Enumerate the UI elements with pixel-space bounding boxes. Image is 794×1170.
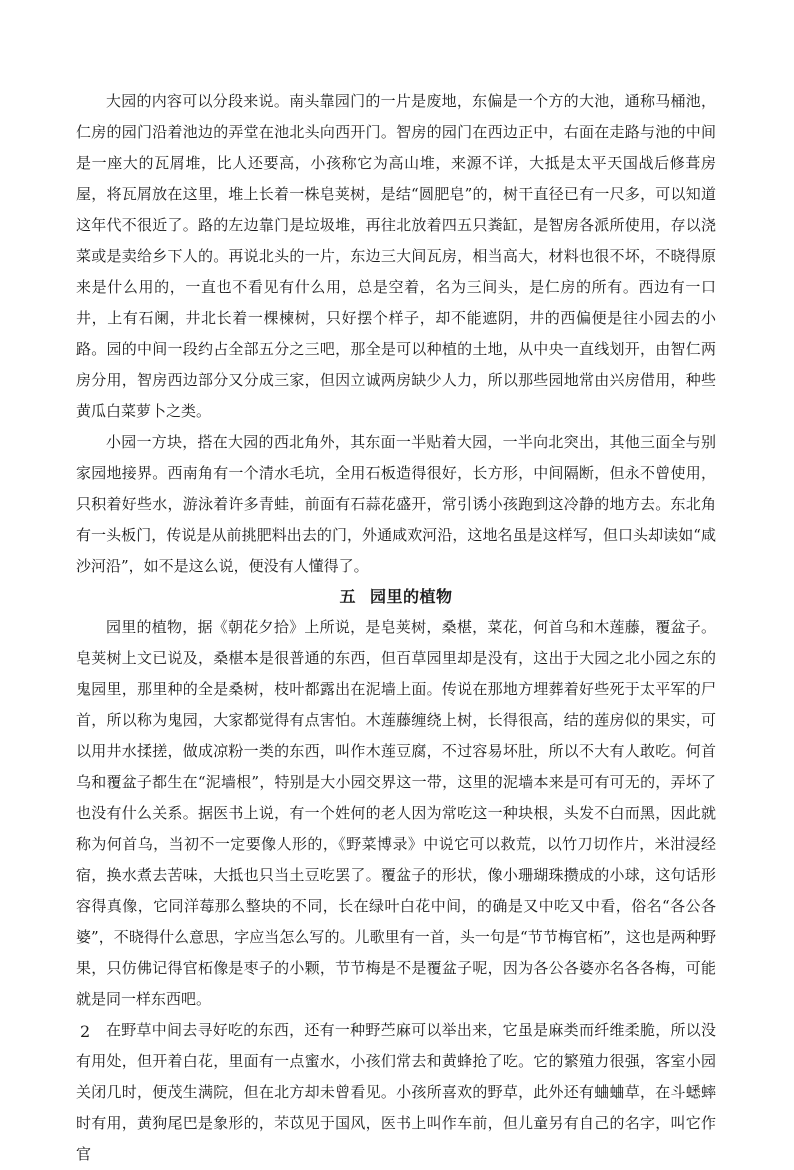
paragraph-wild-grass: 在野草中间去寻好吃的东西，还有一种野苎麻可以举出来，它虽是麻类而纤维柔脆，所以没有用处，但开着白花，里面有一点蜜水，小孩们常去和黄蜂抢了吃。它的繁殖力很强，客室小园关闭几时，便茂生满院，但在北方却未曾看见。小孩所喜欢的野草，此外还有蛐蛐草，在斗蟋蟀时有用，黄狗尾巴是象形的，芣苡见于国风，医书上叫作车前，但儿童另有自己的名字，叫它作官 bbox=[76, 1021, 716, 1163]
paragraph-plants: 园里的植物，据《朝花夕拾》上所说，是皂荚树，桑椹，菜花，何首乌和木莲藤，覆盆子。皂荚树上文已说及，桑椹本是很普通的东西，但百草园里却是没有，这出于大园之北小园之东的鬼园里，那里种的全是桑树，枝叶都露出在泥墙上面。传说在那地方埋葬着好些死于太平军的尸首，所以称为鬼园，大家都觉得有点害怕。木莲藤缠绕上树，长得很高，结的莲房似的果实，可以用井水揉搓，做成凉粉一类的东西，叫作木莲豆腐，不过容易坏肚，所以不大有人敢吃。何首乌和覆盆子都生在“泥墙根”，特别是大小园交界这一带，这里的泥墙本来是可有可无的，弄坏了也没有什么关系。据医书上说，有一个姓何的老人因为常吃这一种块根，头发不白而黑，因此就称为何首乌，当初不一定要像人形的，《野菜博录》中说它可以救荒，以竹刀切作片，米泔浸经宿，换水煮去苦味，大抵也只当土豆吃罢了。覆盆子的形状，像小珊瑚珠攒成的小球，这句话形容得真像，它同洋莓那么整块的不同，长在绿叶白花中间，的确是又中吃又中看，俗名“各公各婆”，不晓得什么意思，字应当怎么写的。儿歌里有一首，头一句是“节节梅官柘”，这也是两种野果，只仿佛记得官柘像是枣子的小颗，节节梅是不是覆盆子呢，因为各公各婆亦名各各梅，可能就是同一样东西吧。 bbox=[76, 618, 716, 1008]
page-content bbox=[76, 86, 716, 1170]
section-title: 园里的植物 bbox=[370, 587, 453, 606]
paragraph-small-garden: 小园一方块，搭在大园的西北角外，其东面一半贴着大园，一半向北突出，其他三面全与别家园地接界。西南角有一个清水毛坑，全用石板造得很好，长方形，中间隔断，但永不曾使用，只积着好些水，游泳着许多青蛙，前面有石蒜花盛开，常引诱小孩跑到这冷静的地方去。东北角有一头板门，传说是从前挑肥料出去的门，外通咸欢河沿，这地名虽是这样写，但口头却读如“咸沙河沿”，如不是这么说，便没有人懂得了。 bbox=[76, 433, 716, 575]
paragraph-big-garden: 大园的内容可以分段来说。南头靠园门的一片是废地，东偏是一个方的大池，通称马桶池，仁房的园门沿着池边的弄堂在池北头向西开门。智房的园门在西边正中，右面在走路与池的中间是一座大的瓦屑堆，比人还要高，小孩称它为高山堆，来源不详，大抵是太平天国战后修葺房屋，将瓦屑放在这里，堆上长着一株皂荚树，是结“圆肥皂”的，树干直径已有一尺多，可以知道这年代不很近了。路的左边靠门是垃圾堆，再往北放着四五只粪缸，是智房各派所使用，存以浇菜或是卖给乡下人的。再说北头的一片，东边三大间瓦房，相当高大，材料也很不坏，不晓得原来是什么用的，一直也不看见有什么用，总是空着，名为三间头，是仁房的所有。西边有一口井，上有石阑，井北长着一棵楝树，只好摆个样子，却不能遮阴，井的西偏便是往小园去的小路。园的中间一段约占全部五分之三吧，那全是可以种植的土地，从中央一直线划开，由智仁两房分用，智房西边部分又分成三家，但因立诚两房缺少人力，所以那些园地常由兴房借用，种些黄瓜白菜萝卜之类。 bbox=[76, 92, 716, 420]
section-number: 五 bbox=[339, 587, 356, 606]
section-heading bbox=[76, 582, 716, 612]
page-number: 2 bbox=[80, 1022, 91, 1041]
